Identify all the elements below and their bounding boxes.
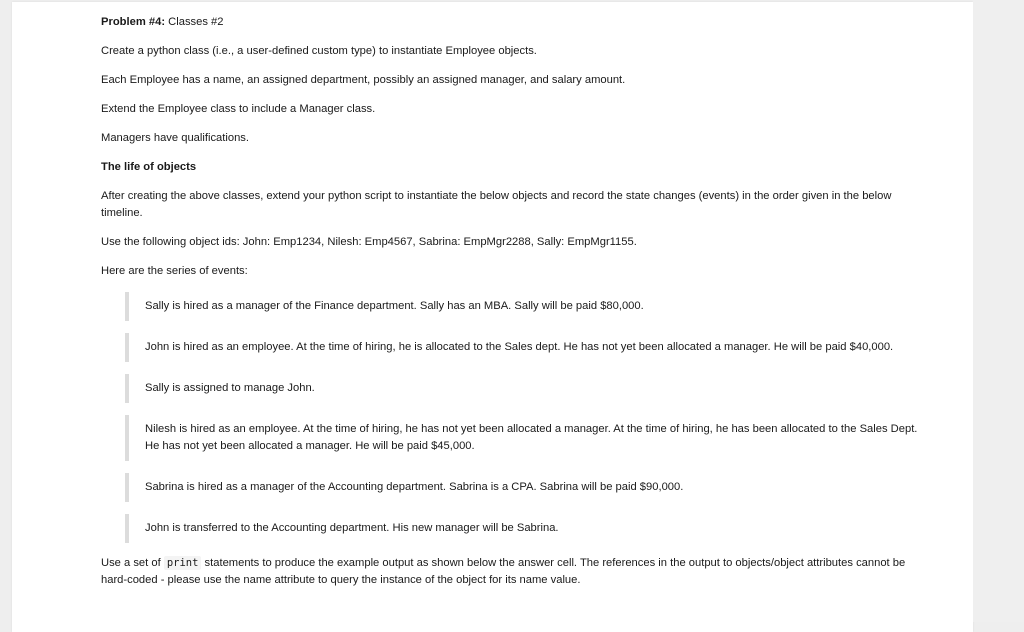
section-heading: The life of objects: [101, 161, 197, 173]
event-text: Sally is hired as a manager of the Finance department. Sally has an MBA. Sally will be paid $80,000.: [145, 300, 644, 312]
event-text: Nilesh is hired as an employee. At the time of hiring, he has not yet been allocated a manager. At the time of hiring, he has been allocated to the Sales Dept. He has not yet been allocated a manager. He will be paid $45,000.: [145, 423, 918, 452]
paragraph-create-class: Create a python class (i.e., a user-defined custom type) to instantiate Employee objects.: [101, 45, 537, 57]
paragraph-section-intro: After creating the above classes, extend your python script to instantiate the below objects and record the state changes (events) in the order given in the below timeline.: [101, 190, 892, 219]
event-text: John is hired as an employee. At the time of hiring, he is allocated to the Sales dept. He has not yet been allocated a manager. He will be paid $40,000.: [145, 341, 894, 353]
problem-content: [101, 14, 921, 601]
paragraph-events-intro: Here are the series of events:: [101, 265, 248, 277]
problem-title: Classes #2: [168, 16, 224, 28]
paragraph-employee-attributes: Each Employee has a name, an assigned department, possibly an assigned manager, and salary amount.: [101, 74, 626, 86]
problem-label: Problem #4:: [101, 16, 166, 28]
footer-text-before: Use a set of: [101, 557, 161, 569]
event-text: Sally is assigned to manage John.: [145, 382, 315, 394]
event-blockquote: [125, 333, 920, 362]
paragraph-object-ids: Use the following object ids: John: Emp1234, Nilesh: Emp4567, Sabrina: EmpMgr2288, Sally: EmpMgr1155.: [101, 236, 637, 248]
event-text: John is transferred to the Accounting department. His new manager will be Sabrina.: [145, 522, 559, 534]
problem-heading: [101, 14, 921, 31]
scroll-gutter: [973, 0, 1024, 622]
event-blockquote: [125, 292, 920, 321]
footer-text-after: statements to produce the example output as shown below the answer cell. The references in the output to objects/object attributes cannot be hard-coded - please use the name attribute to query the instance of the object for its name value.: [101, 557, 906, 586]
event-blockquote: [125, 473, 920, 502]
event-text: Sabrina is hired as a manager of the Accounting department. Sabrina is a CPA. Sabrina will be paid $90,000.: [145, 481, 684, 493]
paragraph-manager-qualifications: Managers have qualifications.: [101, 132, 250, 144]
paragraph-extend-manager: Extend the Employee class to include a Manager class.: [101, 103, 376, 115]
event-blockquote: [125, 374, 920, 403]
event-blockquote: [125, 415, 920, 461]
inline-code-print: print: [164, 556, 202, 570]
event-blockquote: [125, 514, 920, 543]
paragraph-print-instructions: [101, 555, 921, 589]
